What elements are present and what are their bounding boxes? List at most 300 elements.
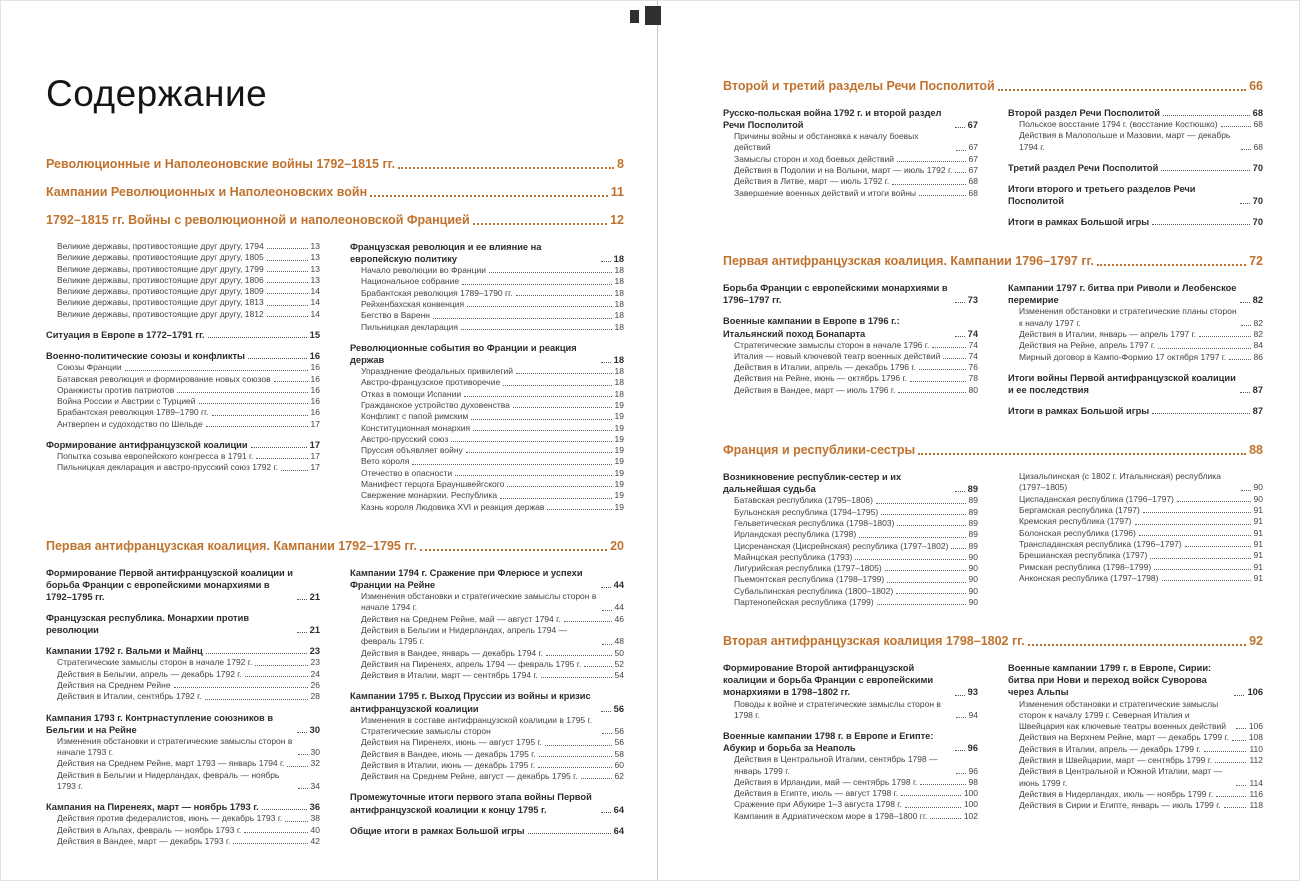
- dot-leader: [503, 385, 611, 386]
- toc-section-entry: [46, 329, 320, 341]
- toc-sub-entry: [46, 362, 320, 373]
- dot-leader: [420, 549, 607, 551]
- entry-page-number: 64: [613, 825, 624, 836]
- dot-leader: [1240, 203, 1250, 204]
- entry-title: Действия в Малопольше и Мазовии, март — декабрь 1794 г.: [1019, 130, 1231, 152]
- entry-title: Второй и третий разделы Речи Посполитой: [723, 79, 995, 93]
- toc-sub-entry: [350, 490, 624, 501]
- entry-title: Великие державы, противостоящие друг другу, 1812: [57, 308, 264, 319]
- toc-sub-entry: [1008, 329, 1263, 340]
- entry-page-number: 56: [613, 703, 624, 714]
- toc-section-entry: [723, 282, 978, 306]
- toc-sub-entry: [46, 836, 320, 847]
- entry-page-number: 66: [1249, 79, 1263, 93]
- entry-page-number: 91: [1253, 505, 1263, 516]
- entry-title: Действия на Среднем Рейне: [57, 680, 171, 691]
- entry-page-number: 112: [1249, 755, 1263, 765]
- toc-sub-entry: [46, 736, 320, 759]
- entry-title: Действия в Италии, июнь — декабрь 1795 г.: [361, 759, 536, 770]
- entry-page-number: 86: [1253, 351, 1263, 362]
- dot-leader: [1241, 490, 1251, 491]
- entry-page-number: 16: [310, 396, 320, 407]
- entry-page-number: 52: [614, 658, 624, 669]
- toc-sub-entry: [350, 423, 624, 434]
- dot-leader: [1152, 224, 1249, 225]
- dot-leader: [601, 711, 611, 712]
- dot-leader: [433, 318, 612, 319]
- entry-page-number: 24: [310, 668, 320, 679]
- toc-sub-entry: [350, 456, 624, 467]
- entry-page-number: 74: [967, 328, 978, 339]
- dot-leader: [602, 733, 612, 734]
- entry-page-number: 94: [968, 709, 978, 720]
- entry-title: Союзы Франции: [57, 362, 122, 373]
- entry-title: Сражение при Абукире 1–3 августа 1798 г.: [734, 799, 902, 810]
- entry-page-number: 64: [613, 804, 624, 815]
- dot-leader: [956, 773, 966, 774]
- toc-section-entry: [1008, 216, 1263, 228]
- dot-leader: [956, 150, 966, 151]
- dot-leader: [255, 665, 307, 666]
- entry-title: Революционные события во Франции и реакция держав: [350, 342, 577, 366]
- dot-leader: [267, 293, 308, 294]
- entry-page-number: 14: [310, 286, 320, 297]
- entry-title: Действия в Альпах, февраль — ноябрь 1793 г.: [57, 824, 242, 835]
- toc-sub-entry: [723, 351, 978, 362]
- entry-page-number: 18: [613, 355, 624, 366]
- toc-section-entry: [723, 107, 978, 131]
- toc-sub-entry: [46, 813, 320, 824]
- entry-page-number: 19: [614, 479, 624, 490]
- dot-leader: [1163, 115, 1250, 116]
- toc-sub-entry: [46, 825, 320, 836]
- dot-leader: [298, 788, 308, 789]
- entry-page-number: 16: [309, 351, 320, 362]
- entry-page-number: 90: [1253, 482, 1263, 493]
- entry-page-number: 18: [614, 388, 624, 399]
- entry-title: Формирование Первой антифранцузской коалиции и борьба Франции с европейскими монархиями в 1792–1795 гг.: [46, 567, 293, 603]
- toc-sub-entry: [350, 648, 624, 659]
- entry-page-number: 30: [309, 724, 320, 735]
- entry-page-number: 72: [1249, 254, 1263, 269]
- toc-sub-entry: [350, 760, 624, 771]
- toc-sub-entry: [46, 680, 320, 691]
- dot-leader: [471, 419, 611, 420]
- dot-leader: [297, 732, 307, 733]
- dot-leader: [1234, 695, 1244, 696]
- entry-title: Действия в Бельгии и Нидерландах, апрель 1794 — февраль 1795 г.: [361, 625, 568, 647]
- dot-leader: [539, 756, 612, 757]
- entry-page-number: 68: [1253, 141, 1263, 152]
- entry-page-number: 56: [614, 737, 624, 748]
- entry-page-number: 118: [1249, 800, 1263, 811]
- dot-leader: [1221, 126, 1251, 127]
- entry-title: Действия в Подолии и на Волыни, март — июль 1792 г.: [734, 165, 953, 176]
- entry-title: Второй раздел Речи Посполитой: [1008, 108, 1161, 118]
- entry-page-number: 36: [309, 802, 320, 813]
- entry-title: Великие державы, противостоящие друг другу, 1813: [57, 297, 264, 308]
- entry-title: Италия — новый ключевой театр военных действий: [734, 350, 941, 361]
- entry-page-number: 28: [310, 691, 320, 702]
- toc-column: [723, 282, 978, 417]
- entry-page-number: 18: [614, 265, 624, 276]
- toc-section-entry: [723, 315, 978, 339]
- dot-leader: [205, 699, 308, 700]
- entry-title: Кампания в Адриатическом море в 1798–1800 гг.: [734, 810, 928, 821]
- dot-leader: [955, 172, 965, 173]
- entry-page-number: 91: [1253, 572, 1263, 583]
- entry-page-number: 106: [1248, 721, 1263, 732]
- entry-title: Действия на Среднем Рейне, май — август 1794 г.: [361, 613, 561, 624]
- entry-title: Действия в Италии, январь — апрель 1797 г.: [1019, 329, 1197, 340]
- entry-title: Брабантская революция 1789–1790 гг.: [57, 407, 209, 418]
- entry-page-number: 18: [614, 321, 624, 332]
- toc-sub-entry: [723, 385, 978, 396]
- toc-sub-entry: [46, 396, 320, 407]
- dot-leader: [1241, 149, 1251, 150]
- toc-sub-entry: [46, 758, 320, 769]
- entry-title: Национальное собрание: [361, 276, 460, 287]
- toc-sub-entry: [1008, 550, 1263, 561]
- entry-title: Действия на Пиренеях, апрель 1794 — февраль 1795 г.: [361, 658, 582, 669]
- toc-section-entry: [1008, 405, 1263, 417]
- binding-mark-icon: [645, 6, 661, 25]
- entry-title: Действия в Бельгии, апрель — декабрь 1792 г.: [57, 668, 242, 679]
- entry-page-number: 34: [310, 780, 320, 791]
- dot-leader: [262, 809, 307, 810]
- entry-page-number: 26: [310, 680, 320, 691]
- dot-leader: [955, 127, 965, 128]
- entry-page-number: 108: [1248, 732, 1263, 743]
- entry-title: Ирландская республика (1798): [734, 529, 857, 540]
- entry-page-number: 116: [1249, 788, 1263, 799]
- entry-title: Польское восстание 1794 г. (восстание Костюшко): [1019, 119, 1218, 130]
- dot-leader: [932, 347, 965, 348]
- toc-section-entry: [1008, 662, 1263, 698]
- entry-title: Стратегические замыслы сторон в начале 1796 г.: [734, 339, 930, 350]
- dot-leader: [1232, 740, 1246, 741]
- toc-sub-entry: [1008, 352, 1263, 363]
- dot-leader: [1215, 762, 1246, 763]
- entry-page-number: 44: [614, 602, 624, 613]
- toc-section-entry: [46, 350, 320, 362]
- entry-page-number: 11: [610, 185, 624, 199]
- dot-leader: [943, 358, 965, 359]
- toc-sub-entry: [1008, 471, 1263, 494]
- toc-section-entry: [350, 342, 624, 366]
- entry-page-number: 102: [963, 810, 978, 821]
- entry-title: Брабантская революция 1789–1790 гг.: [361, 287, 513, 298]
- toc-sub-entry: [350, 737, 624, 748]
- entry-page-number: 21: [309, 625, 320, 636]
- toc-sub-entry: [723, 699, 978, 722]
- entry-title: Действия в Италии, март — сентябрь 1794 г.: [361, 670, 538, 681]
- dot-leader: [297, 632, 307, 633]
- entry-page-number: 16: [310, 362, 320, 373]
- entry-title: Действия против федералистов, июнь — декабрь 1793 г.: [57, 813, 283, 824]
- entry-page-number: 12: [610, 213, 624, 227]
- toc-sub-entry: [723, 131, 978, 154]
- dot-leader: [281, 470, 308, 471]
- toc-column: [46, 241, 320, 513]
- entry-page-number: 89: [968, 506, 978, 517]
- toc-sub-entry: [350, 322, 624, 333]
- toc-chapter-heading: [723, 254, 1263, 269]
- toc-chapter-heading: [46, 185, 624, 200]
- entry-page-number: 56: [614, 725, 624, 736]
- toc-section-entry: [46, 439, 320, 451]
- entry-title: 1792–1815 гг. Войны с революционной и наполеоновской Францией: [46, 213, 470, 227]
- toc-column: [350, 567, 624, 847]
- entry-page-number: 82: [1253, 317, 1263, 328]
- toc-column: [46, 567, 320, 847]
- entry-title: Общие итоги в рамках Большой игры: [350, 825, 525, 836]
- entry-page-number: 67: [967, 120, 978, 131]
- dot-leader: [267, 316, 308, 317]
- toc-sub-entry: [350, 670, 624, 681]
- dot-leader: [267, 248, 308, 249]
- dot-leader: [507, 486, 611, 487]
- toc-sub-entry: [1008, 539, 1263, 550]
- entry-title: Мирный договор в Кампо-Формио 17 октября 1797 г.: [1019, 351, 1227, 362]
- entry-page-number: 13: [310, 241, 320, 251]
- toc-sub-entry: [46, 669, 320, 680]
- toc-section-entry: [1008, 183, 1263, 207]
- entry-page-number: 18: [614, 377, 624, 388]
- entry-page-number: 106: [1247, 687, 1263, 698]
- toc-section-entry: [46, 612, 320, 636]
- toc-sub-entry: [46, 309, 320, 320]
- entry-title: Транспаданская республика (1796–1797): [1019, 538, 1182, 549]
- entry-page-number: 15: [309, 330, 320, 341]
- entry-title: Первая антифранцузская коалиция. Кампании 1796–1797 гг.: [723, 254, 1094, 269]
- entry-page-number: 114: [1249, 777, 1263, 788]
- dot-leader: [955, 336, 965, 337]
- entry-title: Итоги в рамках Большой игры: [1008, 406, 1150, 417]
- toc-section-entry: [350, 241, 624, 265]
- dot-leader: [467, 306, 611, 307]
- entry-title: Кремская республика (1797): [1019, 516, 1132, 527]
- entry-title: Батавская революция и формирование новых союзов: [57, 373, 271, 384]
- toc-section-entry: [46, 567, 320, 603]
- dot-leader: [274, 381, 308, 382]
- dot-leader: [516, 295, 612, 296]
- entry-title: Действия в Сирии и Египте, январь — июль 1799 г.: [1019, 800, 1221, 811]
- toc-sub-entry: [350, 411, 624, 422]
- entry-page-number: 82: [1252, 295, 1263, 306]
- entry-page-number: 13: [310, 274, 320, 285]
- toc-chapter-heading: [46, 539, 624, 554]
- entry-title: Австро-прусский союз: [361, 433, 449, 444]
- entry-title: Болонская республика (1796): [1019, 527, 1136, 538]
- toc-sub-entry: [723, 518, 978, 529]
- dot-leader: [919, 369, 966, 370]
- entry-page-number: 100: [963, 788, 978, 799]
- entry-page-number: 17: [310, 462, 320, 473]
- toc-sub-entry: [723, 507, 978, 518]
- dot-leader: [955, 750, 965, 751]
- entry-title: Военные кампании 1798 г. в Европе и Египте: Абукир и борьба за Неаполь: [723, 731, 934, 754]
- dot-leader: [412, 464, 611, 465]
- dot-leader: [601, 261, 611, 262]
- entry-page-number: 87: [1252, 385, 1263, 395]
- dot-leader: [602, 644, 612, 645]
- entry-page-number: 48: [614, 636, 624, 647]
- entry-title: Действия в Центральной и Южной Италии, март — июнь 1799 г.: [1019, 766, 1223, 788]
- entry-page-number: 70: [1252, 217, 1263, 228]
- entry-page-number: 19: [614, 433, 624, 444]
- toc-sub-entry: [46, 691, 320, 702]
- toc-sub-entry: [350, 366, 624, 377]
- toc-section-entry: [723, 662, 978, 698]
- entry-title: Батавская республика (1795–1806): [734, 495, 873, 506]
- entry-page-number: 74: [968, 350, 978, 361]
- entry-page-number: 70: [1252, 162, 1263, 173]
- entry-page-number: 17: [310, 418, 320, 429]
- entry-title: Великие державы, противостоящие друг другу, 1809: [57, 286, 264, 297]
- entry-page-number: 68: [1252, 108, 1263, 118]
- dot-leader: [298, 754, 308, 755]
- toc-columns: [46, 241, 624, 513]
- dot-leader: [528, 833, 611, 834]
- entry-page-number: 30: [310, 747, 320, 758]
- entry-page-number: 32: [310, 758, 320, 769]
- entry-title: Действия в Вандее, январь — декабрь 1794 г.: [361, 647, 543, 658]
- dot-leader: [513, 407, 612, 408]
- entry-title: Лигурийская республика (1797–1805): [734, 563, 882, 574]
- entry-title: Кампании 1794 г. Сражение при Флерюсе и успехи Франции на Рейне: [350, 567, 583, 591]
- entry-page-number: 89: [968, 517, 978, 528]
- dot-leader: [897, 525, 965, 526]
- entry-page-number: 90: [968, 574, 978, 585]
- toc-section-entry: [723, 730, 978, 754]
- entry-page-number: 84: [1253, 340, 1263, 351]
- dot-leader: [956, 717, 966, 718]
- entry-page-number: 96: [968, 765, 978, 776]
- dot-leader: [1185, 546, 1251, 547]
- entry-title: Изменения в составе антифранцузской коалиции в 1795 г. Стратегические замыслы сторон: [361, 714, 592, 736]
- dot-leader: [920, 784, 965, 785]
- entry-page-number: 16: [310, 407, 320, 418]
- entry-title: Великие державы, противостоящие друг другу, 1794: [57, 241, 264, 251]
- toc-chapter-heading: [723, 634, 1263, 649]
- entry-page-number: 68: [968, 176, 978, 187]
- entry-title: Бергамская республика (1797): [1019, 505, 1140, 516]
- entry-title: Промежуточные итоги первого этапа войны Первой антифранцузской коалиции к концу 1795 г.: [350, 792, 592, 815]
- dot-leader: [1097, 264, 1246, 266]
- entry-page-number: 14: [310, 297, 320, 308]
- entry-page-number: 38: [310, 813, 320, 824]
- dot-leader: [1150, 558, 1250, 559]
- entry-title: Кампания на Пиренеях, март — ноябрь 1793 г.: [46, 802, 259, 813]
- dot-leader: [601, 812, 611, 813]
- entry-page-number: 67: [968, 165, 978, 176]
- dot-leader: [208, 337, 307, 338]
- toc-sub-entry: [350, 771, 624, 782]
- entry-page-number: 76: [968, 362, 978, 373]
- entry-page-number: 91: [1253, 538, 1263, 549]
- entry-page-number: 89: [968, 529, 978, 540]
- entry-title: Действия в Италии, апрель — декабрь 1796 г.: [734, 362, 916, 373]
- entry-page-number: 91: [1253, 550, 1263, 561]
- entry-title: Кампании 1795 г. Выход Пруссии из войны и кризис антифранцузской коалиции: [350, 691, 591, 714]
- entry-page-number: 80: [968, 384, 978, 395]
- entry-page-number: 16: [310, 373, 320, 384]
- dot-leader: [892, 184, 965, 185]
- dot-leader: [1177, 501, 1251, 502]
- entry-title: Начало революции во Франции: [361, 265, 486, 276]
- toc-section-entry: [1008, 282, 1263, 306]
- dot-leader: [1143, 512, 1251, 513]
- entry-title: Третий раздел Речи Посполитой: [1008, 162, 1159, 173]
- toc-sub-entry: [1008, 340, 1263, 351]
- dot-leader: [473, 430, 611, 431]
- entry-title: Французская революция и ее влияние на европейскую политику: [350, 242, 542, 265]
- toc-sub-entry: [350, 659, 624, 670]
- toc-sub-entry: [46, 286, 320, 297]
- dot-leader: [1224, 807, 1247, 808]
- entry-title: Военные кампании в Европе в 1796 г.: Итальянский поход Бонапарта: [723, 316, 900, 339]
- entry-title: Изменения обстановки и стратегические замыслы сторон в начале 1793 г.: [57, 735, 293, 758]
- entry-page-number: 74: [968, 339, 978, 350]
- toc-column: [1008, 282, 1263, 417]
- entry-page-number: 58: [614, 748, 624, 759]
- toc-sub-entry: [350, 310, 624, 321]
- dot-leader: [500, 498, 611, 499]
- dot-leader: [876, 503, 966, 504]
- entry-page-number: 73: [967, 295, 978, 306]
- toc-sub-entry: [46, 241, 320, 252]
- toc-sub-entry: [350, 265, 624, 276]
- entry-title: Великие державы, противостоящие друг другу, 1805: [57, 252, 264, 263]
- dot-leader: [855, 559, 965, 560]
- dot-leader: [1162, 580, 1251, 581]
- dot-leader: [206, 653, 307, 654]
- entry-page-number: 23: [309, 646, 320, 657]
- entry-title: Бегство в Варенн: [361, 310, 430, 321]
- dot-leader: [473, 223, 607, 225]
- dot-leader: [212, 415, 308, 416]
- entry-title: Действия в Италии, сентябрь 1792 г.: [57, 691, 202, 702]
- entry-page-number: 87: [1252, 406, 1263, 417]
- entry-page-number: 23: [310, 657, 320, 668]
- toc-sub-entry: [46, 385, 320, 396]
- dot-leader: [174, 687, 308, 688]
- toc-sub-entry: [1008, 744, 1263, 755]
- entry-page-number: 17: [309, 440, 320, 451]
- dot-leader: [464, 396, 611, 397]
- entry-title: Борьба Франции с европейскими монархиями в 1796–1797 гг.: [723, 283, 948, 306]
- dot-leader: [1229, 359, 1250, 360]
- entry-title: Возникновение республик-сестер и их дальнейшая судьба: [723, 472, 902, 495]
- toc-sub-entry: [1008, 800, 1263, 811]
- entry-page-number: 42: [310, 835, 320, 846]
- toc-section-entry: [1008, 162, 1263, 174]
- entry-page-number: 19: [614, 445, 624, 456]
- dot-leader: [1158, 348, 1250, 349]
- toc-sub-entry: [46, 419, 320, 430]
- toc-column: [723, 471, 978, 608]
- entry-page-number: 100: [963, 799, 978, 810]
- toc-column: [723, 107, 978, 228]
- entry-title: Изменения обстановки и стратегические замыслы сторон в начале 1794 г.: [361, 591, 597, 613]
- dot-leader: [199, 403, 308, 404]
- dot-leader: [930, 818, 961, 819]
- dot-leader: [1236, 785, 1246, 786]
- toc-section-entry: [1008, 107, 1263, 119]
- dot-leader: [451, 441, 611, 442]
- dot-leader: [516, 373, 612, 374]
